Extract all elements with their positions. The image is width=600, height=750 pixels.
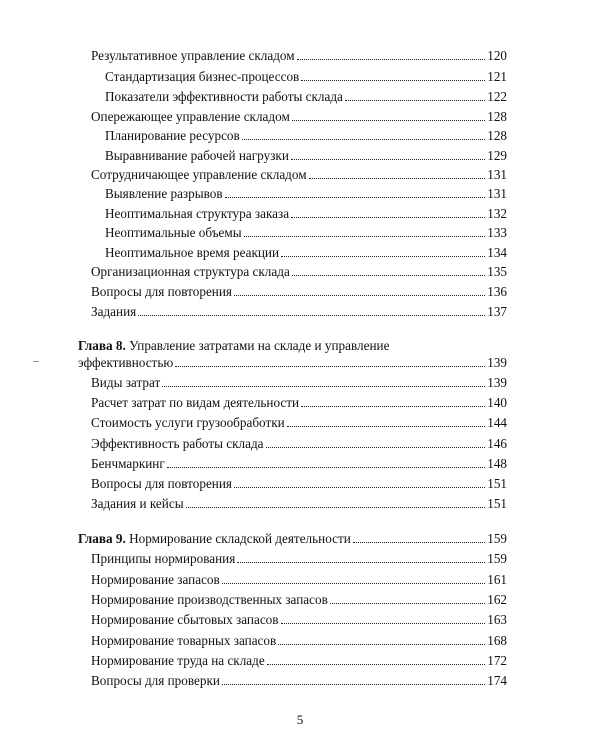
- toc-entry-page: 159: [487, 531, 507, 546]
- toc-entry-page: 140: [487, 395, 507, 410]
- toc-entry-page: 128: [487, 109, 507, 124]
- toc-entry-page: 135: [487, 264, 507, 279]
- toc-entry-title: Выявление разрывов: [105, 186, 223, 201]
- toc-entry-page: 136: [487, 284, 507, 299]
- chapter-8-title-cont: эффективностью: [78, 355, 174, 370]
- toc-entry-title: Вопросы для повторения: [91, 476, 232, 491]
- toc-entry-title: Нормирование труда на складе: [91, 653, 265, 668]
- toc-entry-title: Вопросы для проверки: [91, 673, 220, 688]
- toc-entry-page: 146: [487, 436, 507, 451]
- toc-entry: [91, 304, 507, 320]
- toc-entry-title: Эффективность работы склада: [91, 436, 264, 451]
- toc-entry: [105, 148, 507, 164]
- chapter-9-label: Глава 9.: [78, 531, 126, 546]
- toc-entry-title: Нормирование товарных запасов: [91, 633, 277, 648]
- toc-entry: [91, 673, 507, 689]
- toc-entry-title: Неоптимальная структура заказа: [105, 206, 290, 221]
- toc-entry-title: Виды затрат: [91, 375, 161, 390]
- toc-entry-title: Расчет затрат по видам деятельности: [91, 395, 300, 410]
- toc-entry: [91, 415, 507, 431]
- toc-entry-page: 162: [487, 592, 507, 607]
- toc-entry-title: Неоптимальное время реакции: [105, 245, 280, 260]
- toc-entry-page: 159: [487, 551, 507, 566]
- toc-entry-page: 120: [487, 48, 507, 63]
- toc-entry-title: Бенчмаркинг: [91, 456, 165, 471]
- toc-entry-page: 121: [487, 69, 507, 84]
- toc-entry-page: 144: [487, 415, 507, 430]
- toc-entry-page: 161: [487, 572, 507, 587]
- toc-entry: [91, 436, 507, 452]
- toc-entry-page: 168: [487, 633, 507, 648]
- toc-entry-page: 139: [487, 375, 507, 390]
- toc-entry-page: 129: [487, 148, 507, 163]
- margin-mark: [33, 361, 39, 362]
- toc-entry: [91, 476, 507, 492]
- toc-entry: [91, 633, 507, 649]
- toc-entry-page: 151: [487, 476, 507, 491]
- toc-entry-title: Планирование ресурсов: [105, 128, 240, 143]
- toc-entry-title: Вопросы для повторения: [91, 284, 232, 299]
- toc-entry-page: 122: [487, 89, 507, 104]
- toc-entry-page: 172: [487, 653, 507, 668]
- toc-entry-page: 128: [487, 128, 507, 143]
- chapter-9-title: Нормирование складской деятельности: [129, 531, 351, 546]
- toc-entry-title: Сотрудничающее управление складом: [91, 167, 307, 182]
- toc-entry: [91, 496, 507, 512]
- toc-entry: [91, 109, 507, 125]
- toc-entry: [91, 456, 507, 472]
- toc-entry-page: 131: [487, 167, 507, 182]
- toc-entry-title: Задания и кейсы: [91, 496, 184, 511]
- toc-entry-title: Выравнивание рабочей нагрузки: [105, 148, 289, 163]
- toc-entry: [91, 395, 507, 411]
- toc-entry-title: Нормирование сбытовых запасов: [91, 612, 279, 627]
- toc-entry-title: Результативное управление складом: [91, 48, 295, 63]
- toc-entry-title: Опережающее управление складом: [91, 109, 290, 124]
- toc-entry: [91, 592, 507, 608]
- toc-entry-title: Нормирование производственных запасов: [91, 592, 328, 607]
- chapter-8-heading: [78, 338, 389, 354]
- toc-entry: [105, 245, 507, 261]
- toc-entry: [105, 206, 507, 222]
- toc-entry: [105, 89, 507, 105]
- page-number: 5: [296, 712, 304, 727]
- toc-entry-page: 151: [487, 496, 507, 511]
- toc-entry: [91, 653, 507, 669]
- chapter-8-entry: [78, 355, 507, 371]
- toc-entry-page: 137: [487, 304, 507, 319]
- toc-entry: [91, 167, 507, 183]
- toc-entry: [105, 225, 507, 241]
- toc-entry: [91, 48, 507, 64]
- toc-entry-title: Задания: [91, 304, 137, 319]
- toc-entry: [91, 264, 507, 280]
- toc-entry-page: 163: [487, 612, 507, 627]
- toc-entry-title: Нормирование запасов: [91, 572, 220, 587]
- toc-entry-page: 174: [487, 673, 507, 688]
- toc-entry-title: Стандартизация бизнес-процессов: [105, 69, 300, 84]
- chapter-8-label: Глава 8.: [78, 338, 126, 353]
- toc-entry: [91, 572, 507, 588]
- chapter-8-title: Управление затратами на складе и управление: [129, 338, 390, 353]
- toc-entry-page: 139: [487, 355, 507, 370]
- toc-entry-title: Показатели эффективности работы склада: [105, 89, 343, 104]
- toc-entry-title: Неоптимальные объемы: [105, 225, 242, 240]
- toc-entry-page: 131: [487, 186, 507, 201]
- toc-entry-page: 134: [487, 245, 507, 260]
- toc-entry: [91, 284, 507, 300]
- toc-entry: [105, 186, 507, 202]
- toc-entry: [91, 375, 507, 391]
- chapter-9-heading: [78, 531, 507, 547]
- toc-entry-title: Стоимость услуги грузообработки: [91, 415, 285, 430]
- toc-entry: [91, 612, 507, 628]
- toc-entry-page: 133: [487, 225, 507, 240]
- toc-entry-page: 148: [487, 456, 507, 471]
- toc-entry-title: Принципы нормирования: [91, 551, 236, 566]
- toc-entry: [105, 128, 507, 144]
- toc-entry-page: 132: [487, 206, 507, 221]
- toc-entry: [91, 551, 507, 567]
- toc-entry-title: Организационная структура склада: [91, 264, 290, 279]
- toc-entry: [105, 69, 507, 85]
